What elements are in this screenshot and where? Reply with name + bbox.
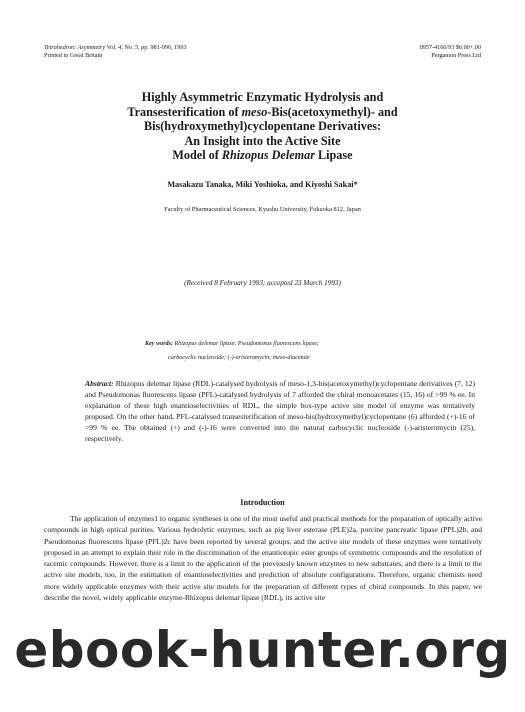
- abstract: [85, 378, 475, 445]
- introduction-body: [44, 513, 482, 603]
- abstract-text: Rhizopus delemar lipase (RDL)-catalysed hydrolysis of meso-1,3-bis(acetoxymethyl)cyclopentane derivatives (7, 12) and Pseudomonas fluorescens lipase (PFL)-catalysed hydrolysis of 7 afforded the chiral monoacetates (15, 16) of >99 % ee. In explanation of these high enantioselectivities of RDL, the simple box-type active site model of enzyme was tentatively proposed. On the other hand, PFL-catalysed transesterification of meso-bis(hydroxymethyl)cyclopentane (6) afforded (+)-16 of >99 % ee. The obtained (+) and (-)-16 were converted into the natural carbocyclic nucleoside (-)-aristeromycin (25), respectively.: [85, 379, 475, 444]
- abstract-label: Abstract:: [85, 379, 114, 388]
- received-date: (Received 8 February 1993; accepted 23 March 1993): [184, 279, 341, 287]
- issn: 0957-4166/93 $6.00+.00: [419, 44, 481, 51]
- journal-name: Tetrahedron: Asymmetry: [44, 44, 106, 51]
- citation: Vol. 4, No. 5, pp. 981-996, 1993: [106, 44, 187, 51]
- printed-note: Printed in Great Britain: [44, 52, 103, 59]
- paper-title: Highly Asymmetric Enzymatic Hydrolysis and Transesterification of meso-Bis(acetoxymethyl)- and Bis(hydroxymethyl)cyclopentane Derivatives: An Insight into the Active Site Model of Rhizopus Delemar Lipase: [127, 90, 398, 163]
- introduction-paragraph: The application of enzymes1 to organic syntheses is one of the most useful and practical methods for the preparation of optically active compounds in high optical purities. Various hydrolytic enzymes, such as pig liver esterase (PLE)2a, porcine pancreatic lipase (PPL)2b, and Pseudomonas fluorescens lipase (PFL)2c have been reported by several groups, and the active site models of these enzymes were tentatively proposed in an attempt to explain their role in the discrimination of the enantiotopic ester groups of symmetric compounds and the resolution of racemic compounds. However, there is a limit to the application of the previously known enzymes to new substrates, and there is a limit to the active site models, too, in the estimation of enantioselectivities and prediction of absolute configurations. Therefore, organic chemists need more widely applicable enzymes with their active site models for the preparation of different types of chiral compounds. In this paper, we describe the novel, widely applicable enzyme-Rhizopus delemar lipase (RDL), its active site: [44, 514, 482, 603]
- keywords: Key words: Rhizopus delemar lipase; Pseudomonas fluorescens lipase; carbocyclic nucleoside; (-)-aristeromycin; meso-diacetate: [145, 341, 319, 361]
- watermark: ebook-hunter.org: [14, 621, 511, 679]
- journal-header: [44, 44, 187, 60]
- publisher-header: [420, 44, 481, 60]
- authors: Masakazu Tanaka, Miki Yoshioka, and Kiyoshi Sakai*: [167, 180, 358, 189]
- section-heading: Introduction: [240, 498, 285, 507]
- affiliation: Faculty of Pharmaceutical Sciences, Kyushu University, Fukuoka 812, Japan: [164, 206, 361, 213]
- publisher: Pergamon Press Ltd: [431, 52, 481, 59]
- keywords-label: Key words:: [145, 341, 173, 347]
